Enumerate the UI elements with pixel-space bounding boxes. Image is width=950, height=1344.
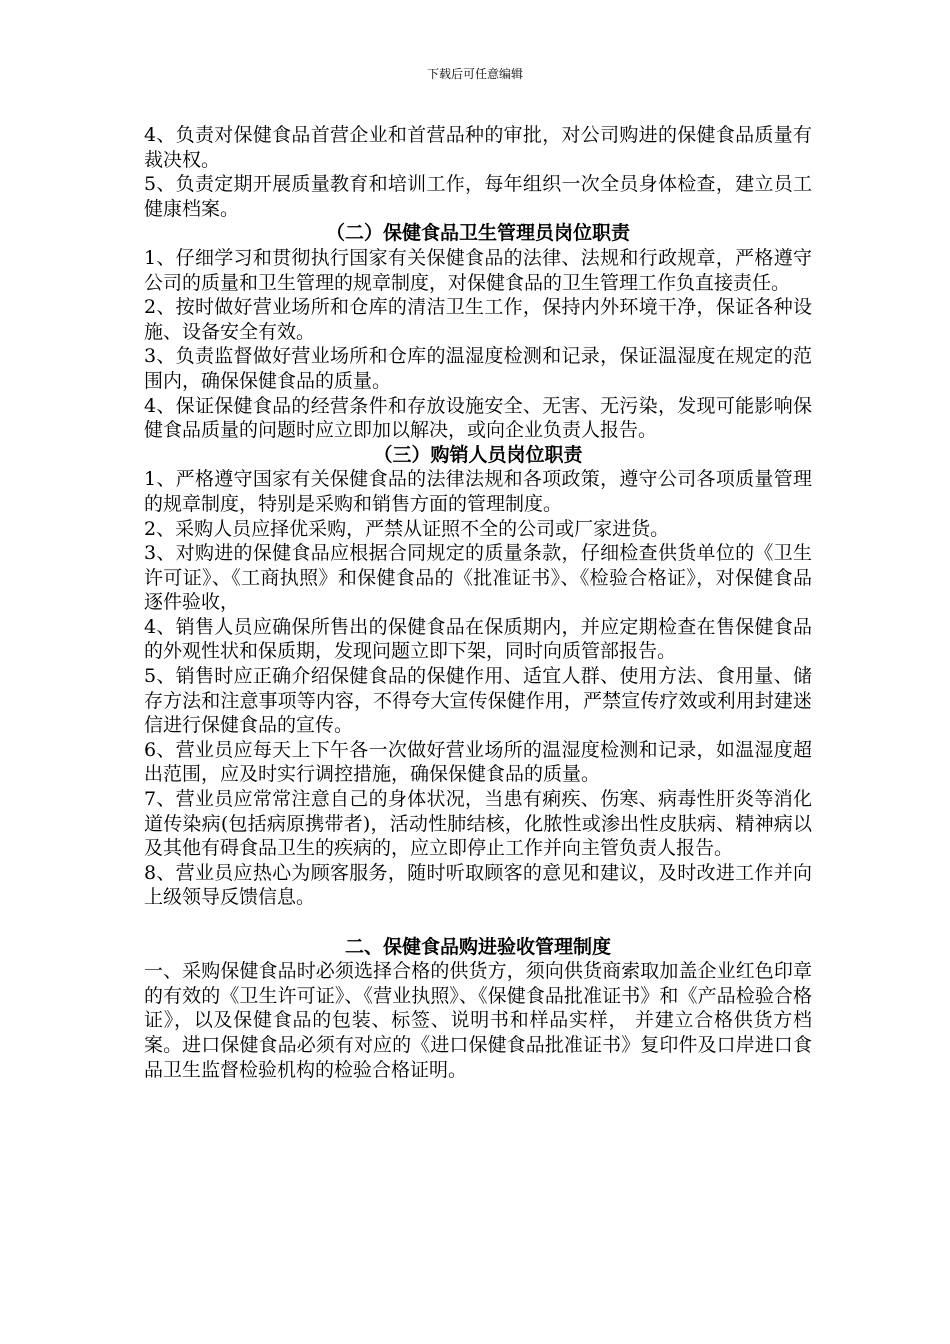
page-header-note: 下载后可任意编辑 <box>426 67 523 81</box>
paragraph: 1、仔细学习和贯彻执行国家有关保健食品的法律、法规和行政规章，严格遵守公司的质量和卫生管理的规章制度，对保健食品的卫生管理工作负直接责任。 <box>144 246 812 294</box>
paragraph: 1、严格遵守国家有关保健食品的法律法规和各项政策，遵守公司各项质量管理的规章制度，特别是采购和销售方面的管理制度。 <box>144 468 812 515</box>
paragraph: 4、保证保健食品的经营条件和存放设施安全、无害、无污染，发现可能影响保健食品质量的问题时应立即加以解决，或向企业负责人报告。 <box>144 394 812 442</box>
paragraph: 7、营业员应常常注意自己的身体状况，当患有痢疾、伤寒、病毒性肝炎等消化道传染病(包括病原携带者)，活动性肺结核，化脓性或渗出性皮肤病、精神病以及其他有碍食品卫生的疾病的，应立即停止工作并向主管负责人报告。 <box>144 788 812 860</box>
paragraph: 4、负责对保健食品首营企业和首营品种的审批，对公司购进的保健食品质量有裁决权。 <box>144 124 812 171</box>
paragraph: 2、采购人员应择优采购，严禁从证照不全的公司或厂家进货。 <box>144 517 670 540</box>
section-heading: （二）保健食品卫生管理员岗位职责 <box>325 222 630 245</box>
paragraph: 6、营业员应每天上下午各一次做好营业场所的温湿度检测和记录，如温湿度超出范围，应及时实行调控措施，确保保健食品的质量。 <box>144 738 812 786</box>
paragraph: 一、采购保健食品时必须选择合格的供货方，须向供货商索取加盖企业红色印章的有效的《卫生许可证》、《营业执照》、《保健食品批准证书》和《产品检验合格证》，以及保健食品的包装、标签、说明书和样品实样， 并建立合格供货方档案。进口保健食品必须有对应的《进口保健食品批准证书》复印件及口岸进口食品卫生监督检验机构的检验合格证明。 <box>144 960 812 1081</box>
document-body <box>144 123 812 1082</box>
part-heading: 二、保健食品购进验收管理制度 <box>344 935 611 958</box>
paragraph: 5、负责定期开展质量教育和培训工作，每年组织一次全员身体检查，建立员工健康档案。 <box>144 173 812 220</box>
blank-line <box>144 910 812 935</box>
paragraph: 5、销售时应正确介绍保健食品的保健作用、适宜人群、使用方法、食用量、储存方法和注意事项等内容，不得夸大宣传保健作用，严禁宣传疗效或利用封建迷信进行保健食品的宣传。 <box>144 665 812 737</box>
paragraph: 4、销售人员应确保所售出的保健食品在保质期内，并应定期检查在售保健食品的外观性状和保质期，发现问题立即下架，同时向质管部报告。 <box>144 615 812 663</box>
paragraph: 3、负责监督做好营业场所和仓库的温湿度检测和记录，保证温湿度在规定的范围内，确保保健食品的质量。 <box>144 345 812 392</box>
paragraph: 3、对购进的保健食品应根据合同规定的质量条款，仔细检查供货单位的《卫生许可证》、《工商执照》和保健食品的《批准证书》、《检验合格证》，对保健食品逐件验收， <box>144 542 812 614</box>
paragraph: 8、营业员应热心为顾客服务，随时听取顾客的意见和建议，及时改进工作并向上级领导反馈信息。 <box>144 861 812 909</box>
paragraph: 2、按时做好营业场所和仓库的清洁卫生工作，保持内外环境干净，保证各种设施、设备安全有效。 <box>144 296 812 343</box>
section-heading: （三）购销人员岗位职责 <box>373 443 583 466</box>
